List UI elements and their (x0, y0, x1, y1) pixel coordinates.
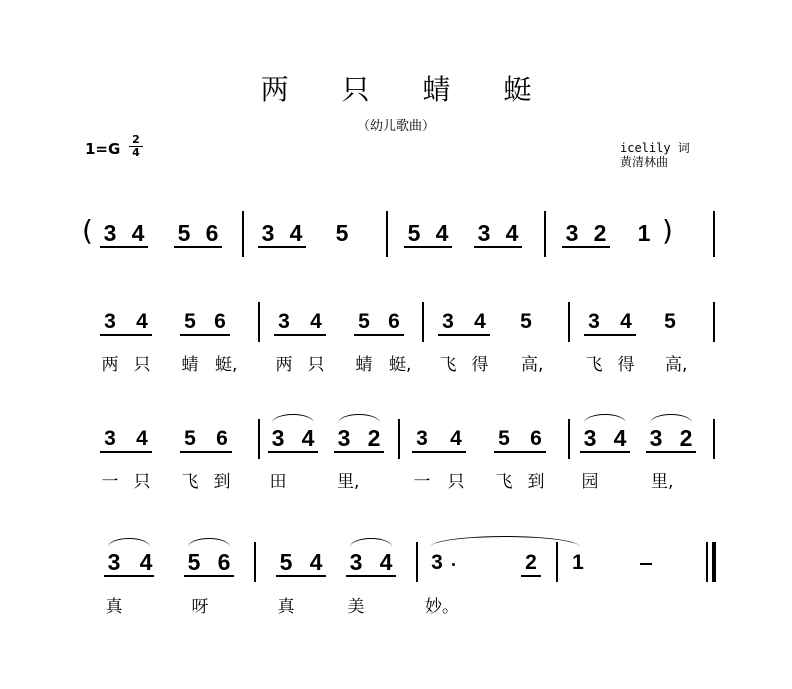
note: 5 (358, 310, 370, 333)
note: 6 (217, 549, 231, 575)
note: 6 (214, 310, 226, 333)
underline (580, 451, 630, 453)
note: 5 (184, 427, 196, 450)
barline (544, 211, 546, 257)
augmentation-dot (452, 563, 455, 566)
note: 4 (139, 549, 153, 575)
underline (521, 575, 541, 577)
note: 5 (664, 310, 676, 333)
note: 5 (520, 310, 532, 333)
note: 3 (583, 425, 597, 451)
note: 3 (278, 310, 290, 333)
note: 4 (613, 425, 627, 451)
intro-note: 1 (637, 220, 651, 246)
note: 4 (474, 310, 486, 333)
note: 4 (310, 310, 322, 333)
barline (258, 302, 260, 342)
lyric: 园 (581, 472, 599, 492)
lyric: 真 (105, 597, 123, 617)
underline (412, 451, 466, 453)
underline (438, 334, 490, 336)
barline (568, 302, 570, 342)
time-signature (129, 134, 143, 159)
underline (184, 575, 234, 577)
note: 3 (416, 427, 428, 450)
underline (274, 334, 326, 336)
slur (188, 538, 230, 547)
intro-note: 5 (177, 220, 191, 246)
intro-note: 4 (435, 220, 449, 246)
intro-note: 6 (205, 220, 219, 246)
underline (474, 246, 522, 248)
note: 2 (525, 551, 537, 574)
lyric: 呀 (191, 597, 209, 617)
lyric: 蜻 (181, 355, 199, 375)
lyric: 只 (307, 355, 325, 375)
slur (338, 414, 380, 423)
lyric: 只 (133, 355, 151, 375)
lyricist-credit: icelily 词 (620, 141, 690, 155)
lyric: 里, (651, 472, 674, 492)
note: 2 (367, 425, 381, 451)
time-signature-numerator: 2 (129, 134, 143, 147)
lyric: 到 (527, 472, 545, 492)
barline (568, 419, 570, 459)
note: 4 (620, 310, 632, 333)
intro-note: 5 (335, 220, 349, 246)
underline (584, 334, 636, 336)
note: 4 (136, 310, 148, 333)
note: 3 (588, 310, 600, 333)
final-barline-thin (706, 542, 708, 582)
barline (254, 542, 256, 582)
composer-credit: 黄清林曲 (620, 155, 669, 169)
intro-note: 3 (103, 220, 117, 246)
note: 5 (498, 427, 510, 450)
lyric: 一 (101, 472, 119, 492)
note: 4 (136, 427, 148, 450)
lyric: 得 (617, 355, 635, 375)
lyric: 高, (521, 355, 544, 375)
barline (386, 211, 388, 257)
note: 5 (184, 310, 196, 333)
underline (354, 334, 404, 336)
note: 2 (679, 425, 693, 451)
lyric: 田 (269, 472, 287, 492)
lyric: 只 (133, 472, 151, 492)
barline (713, 302, 715, 342)
lyric: 两 (101, 355, 119, 375)
note: 3 (104, 310, 116, 333)
underline (562, 246, 610, 248)
intro-note: 3 (565, 220, 579, 246)
note: 5 (187, 549, 201, 575)
note: 3 (337, 425, 351, 451)
lyric: 两 (275, 355, 293, 375)
note: 4 (379, 549, 393, 575)
underline (646, 451, 696, 453)
underline (100, 246, 148, 248)
intro-note: 4 (505, 220, 519, 246)
lyric: 妙。 (425, 597, 459, 617)
barline (556, 542, 558, 582)
barline (422, 302, 424, 342)
barline (398, 419, 400, 459)
lyric: 得 (471, 355, 489, 375)
intro-note: 3 (477, 220, 491, 246)
extension-dash (640, 563, 652, 565)
note: 1 (572, 551, 584, 574)
lyric: 美 (347, 597, 365, 617)
intro-open-paren: ( (82, 214, 93, 247)
intro-note: 3 (261, 220, 275, 246)
note: 3 (104, 427, 116, 450)
underline (104, 575, 154, 577)
lyric: 飞 (585, 355, 603, 375)
underline (334, 451, 384, 453)
underline (276, 575, 326, 577)
underline (180, 334, 230, 336)
intro-close-paren: ) (662, 214, 673, 247)
lyric: 一 (413, 472, 431, 492)
underline (100, 451, 152, 453)
slur (650, 414, 692, 423)
note: 6 (388, 310, 400, 333)
lyric: 只 (447, 472, 465, 492)
underline (258, 246, 306, 248)
note: 6 (216, 427, 228, 450)
lyric: 飞 (181, 472, 199, 492)
lyric: 飞 (495, 472, 513, 492)
note: 3 (649, 425, 663, 451)
key-signature: 1=G (85, 140, 121, 158)
barline (258, 419, 260, 459)
note: 3 (442, 310, 454, 333)
slur (584, 414, 626, 423)
note: 3 (107, 549, 121, 575)
slur (108, 538, 150, 547)
underline (180, 451, 232, 453)
barline (416, 542, 418, 582)
note: 6 (530, 427, 542, 450)
note: 4 (309, 549, 323, 575)
slur (350, 538, 392, 547)
final-barline-thick (712, 542, 716, 582)
underline (100, 334, 152, 336)
song-subtitle: （幼儿歌曲） (356, 119, 435, 134)
intro-note: 2 (593, 220, 607, 246)
lyric: 高, (665, 355, 688, 375)
song-title: 两 只 蜻 蜓 (260, 73, 554, 106)
note: 4 (450, 427, 462, 450)
lyric: 蜓, (389, 355, 412, 375)
note: 3 (349, 549, 363, 575)
lyric: 真 (277, 597, 295, 617)
note: 4 (301, 425, 315, 451)
note: 3 (271, 425, 285, 451)
intro-note: 4 (289, 220, 303, 246)
note: 5 (279, 549, 293, 575)
lyric: 飞 (439, 355, 457, 375)
underline (494, 451, 546, 453)
slur (272, 414, 314, 423)
intro-note: 5 (407, 220, 421, 246)
lyric: 蜓, (215, 355, 238, 375)
lyric: 里, (337, 472, 360, 492)
intro-note: 4 (131, 220, 145, 246)
underline (346, 575, 396, 577)
underline (404, 246, 452, 248)
underline (174, 246, 222, 248)
time-signature-denominator: 4 (132, 146, 140, 159)
underline (268, 451, 318, 453)
barline (713, 211, 715, 257)
note: 3 (431, 551, 443, 574)
barline (713, 419, 715, 459)
lyric: 蜻 (355, 355, 373, 375)
barline (242, 211, 244, 257)
lyric: 到 (213, 472, 231, 492)
